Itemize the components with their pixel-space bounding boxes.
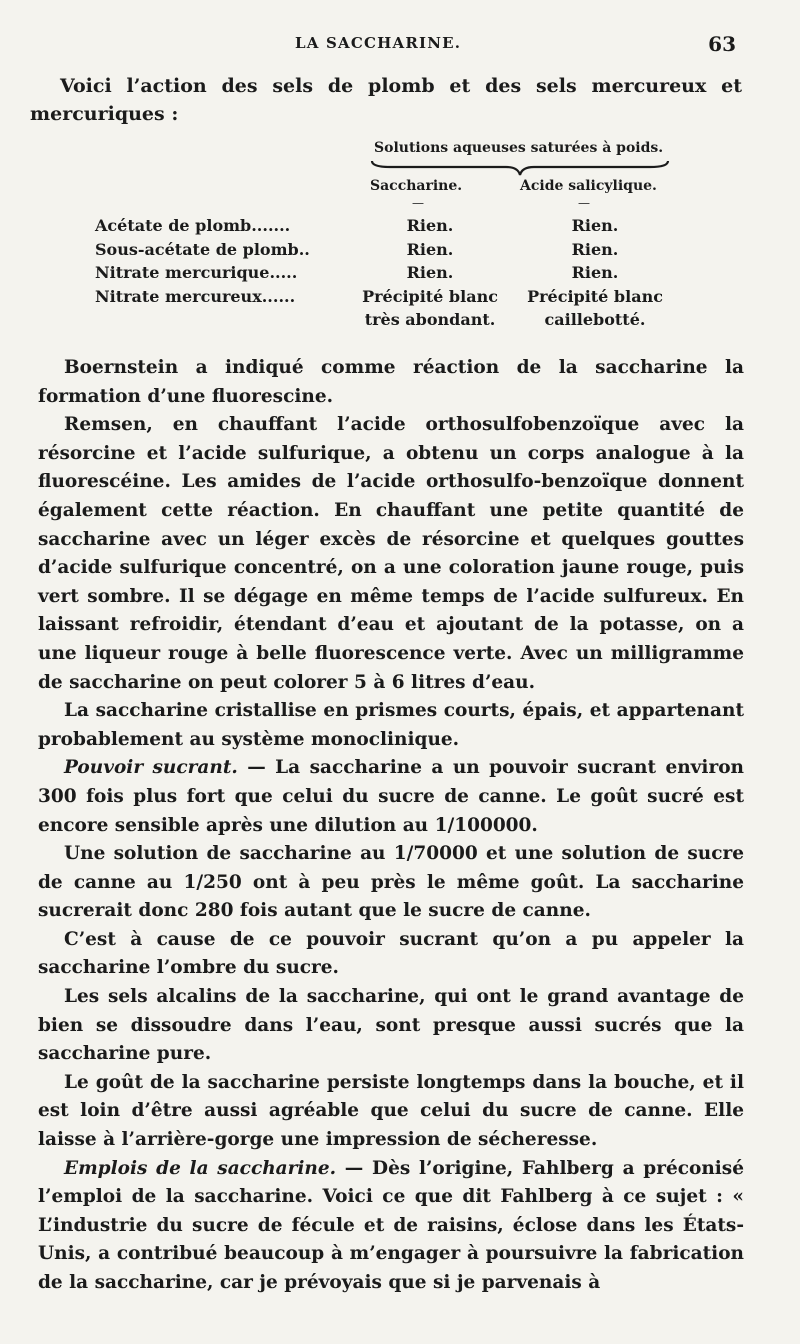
table-row xyxy=(95,287,695,311)
page-header xyxy=(0,34,800,58)
column-dash: — xyxy=(578,196,590,210)
row-label: Nitrate mercurique..... xyxy=(95,263,298,282)
column-header-saccharine: Saccharine. xyxy=(370,178,463,194)
column-dash: — xyxy=(412,196,424,210)
table-row xyxy=(95,240,695,264)
row-label: Acétate de plomb....... xyxy=(95,216,291,235)
row-value-saccharine: Précipité blanc xyxy=(362,287,498,306)
row-value-saccharine: très abondant. xyxy=(364,310,496,329)
body-text xyxy=(38,354,744,1298)
table-row xyxy=(95,263,695,287)
paragraph-text: — La saccharine a un pouvoir sucrant environ 300 fois plus fort que celui du sucre de canne. Le goût sucré est encore sensible après une dilution au 1/100000. xyxy=(38,757,744,836)
row-value-acide: Rien. xyxy=(571,216,619,235)
table-caption: Solutions aqueuses saturées à poids. xyxy=(374,140,664,156)
row-label: Nitrate mercureux...... xyxy=(95,287,296,306)
row-value-saccharine: Rien. xyxy=(406,216,454,235)
paragraph: C’est à cause de ce pouvoir sucrant qu’on a pu appeler la saccharine l’ombre du sucre. xyxy=(38,928,744,979)
table-row xyxy=(95,216,695,240)
paragraph-text: — Dès l’origine, Fahlberg a préconisé l’emploi de la saccharine. Voici ce que dit Fahlberg à ce sujet : « L’industrie du sucre de fécule et de raisins, éclose dans les États-Unis, a contribué beaucoup à m’engager à poursuivre la fabrication de la saccharine, car je prévoyais que si je parvenais à xyxy=(38,1157,744,1293)
page-number: 63 xyxy=(708,32,736,56)
section-title-pouvoir-sucrant: Pouvoir sucrant. xyxy=(64,757,238,779)
paragraph: Boernstein a indiqué comme réaction de la saccharine la formation d’une fluorescine. xyxy=(38,357,744,407)
table-row xyxy=(95,310,695,334)
paragraph: Le goût de la saccharine persiste longtemps dans la bouche, et il est loin d’être aussi agréable que celui du sucre de canne. Elle laisse à l’arrière-gorge une impression de sécheresse. xyxy=(38,1071,744,1151)
paragraph-emplois xyxy=(38,1155,744,1298)
running-head: LA SACCHARINE. xyxy=(295,34,462,52)
column-header-acide-salicylique: Acide salicylique. xyxy=(520,178,657,194)
row-value-acide: Rien. xyxy=(571,263,619,282)
intro-paragraph: Voici l’action des sels de plomb et des sels mercureux et mercuriques : xyxy=(30,75,742,125)
row-label: Sous-acétate de plomb.. xyxy=(95,240,310,259)
paragraph: Les sels alcalins de la saccharine, qui ont le grand avantage de bien se dissoudre dans l’eau, sont presque aussi sucrés que la saccharine pure. xyxy=(38,986,744,1065)
paragraph: Une solution de saccharine au 1/70000 et une solution de sucre de canne au 1/250 ont à peu près le même goût. La saccharine sucrerait donc 280 fois autant que le sucre de canne. xyxy=(38,843,744,922)
row-value-acide: Rien. xyxy=(571,240,619,259)
paragraph: La saccharine cristallise en prismes courts, épais, et appartenant probablement au système monoclinique. xyxy=(38,700,744,750)
row-value-acide: Précipité blanc xyxy=(527,287,663,306)
row-value-saccharine: Rien. xyxy=(406,263,454,282)
paragraph: Remsen, en chauffant l’acide orthosulfobenzoïque avec la résorcine et l’acide sulfurique, a obtenu un corps analogue à la fluorescéine. Les amides de l’acide orthosulfo-benzoïque donnent également cette réaction. En chauffant une petite quantité de saccharine avec un léger excès de résorcine et quelques gouttes d’acide sulfurique concentré, on a une coloration jaune rouge, puis vert sombre. Il se dégage en même temps de l’acide sulfureux. En laissant refroidir, étendant d’eau et ajoutant de la potasse, on a une liqueur rouge à belle fluorescence verte. Avec un milligramme de saccharine on peut colorer 5 à 6 litres d’eau. xyxy=(38,414,744,693)
row-value-saccharine: Rien. xyxy=(406,240,454,259)
section-title-emplois: Emplois de la saccharine. xyxy=(64,1157,337,1179)
brace-icon xyxy=(370,155,670,177)
paragraph-pouvoir-sucrant xyxy=(38,754,744,840)
row-value-acide: caillebotté. xyxy=(544,310,646,329)
